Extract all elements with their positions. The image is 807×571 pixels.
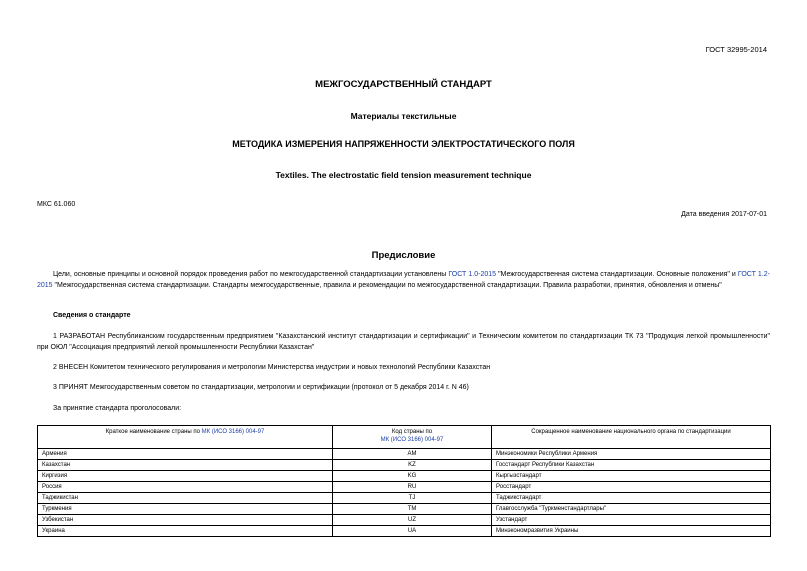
voting-countries-table (37, 425, 771, 537)
country-cell: Таджикистан (38, 493, 333, 504)
material-heading: Материалы текстильные (350, 111, 457, 121)
mks-code: МКС 61.060 (37, 201, 76, 208)
country-cell: Армения (38, 449, 333, 460)
code-cell: KZ (333, 460, 492, 471)
body-cell: Госстандарт Республики Казахстан (492, 460, 771, 471)
body-cell: Минэкономики Республики Армения (492, 449, 771, 460)
document-title-en: Textiles. The electrostatic field tension measurement technique (275, 170, 532, 180)
table-row (38, 493, 771, 504)
body-cell: Узстандарт (492, 515, 771, 526)
standard-type-heading: МЕЖГОСУДАРСТВЕННЫЙ СТАНДАРТ (315, 79, 492, 90)
code-cell: AM (333, 449, 492, 460)
table-row (38, 449, 771, 460)
mk-iso-3166-code-link[interactable]: МК (ИСО 3166) 004-97 (380, 437, 444, 443)
country-cell: Казахстан (38, 460, 333, 471)
body-cell: Росстандарт (492, 482, 771, 493)
column-header-country (38, 426, 333, 449)
preface-p1-text-a: Цели, основные принципы и основной порядок проведения работ по межгосударственной стандартизации установлены (53, 271, 449, 278)
column-header-code (333, 426, 492, 449)
code-cell: UZ (333, 515, 492, 526)
country-cell: Украина (38, 526, 333, 537)
preface-paragraph-developed (37, 332, 770, 353)
preface-paragraph-submitted: 2 ВНЕСЕН Комитетом технического регулирования и метрологии Министерства индустрии и новых технологий Республики Казахстан (53, 364, 491, 371)
table-header-row (38, 426, 771, 449)
table-row (38, 504, 771, 515)
country-cell: Россия (38, 482, 333, 493)
column-header-country-text: Краткое наименование страны по (105, 429, 202, 435)
country-cell: Киргизия (38, 471, 333, 482)
code-cell: KG (333, 471, 492, 482)
code-cell: RU (333, 482, 492, 493)
gost-1-2-link[interactable]: ГОСТ 1.2-2015 (37, 271, 770, 289)
preface-paragraph-adopted: 3 ПРИНЯТ Межгосударственным советом по стандартизации, метрологии и сертификации (протокол от 5 декабря 2014 г. N 46) (53, 384, 469, 391)
code-cell: TJ (333, 493, 492, 504)
body-cell: Кыргызстандарт (492, 471, 771, 482)
body-cell: Главгосслужба "Туркменстандартлары" (492, 504, 771, 515)
document-title-ru: МЕТОДИКА ИЗМЕРЕНИЯ НАПРЯЖЕННОСТИ ЭЛЕКТРОСТАТИЧЕСКОГО ПОЛЯ (232, 139, 575, 149)
document-code: ГОСТ 32995-2014 (705, 45, 767, 54)
preface-paragraph-1 (37, 270, 770, 291)
table-row (38, 460, 771, 471)
body-cell: Таджикстандарт (492, 493, 771, 504)
country-cell: Туркмения (38, 504, 333, 515)
code-cell: UA (333, 526, 492, 537)
table-row (38, 482, 771, 493)
standard-info-subheading: Сведения о стандарте (53, 312, 131, 319)
table-row (38, 526, 771, 537)
table-row (38, 471, 771, 482)
intro-date: Дата введения 2017-07-01 (681, 211, 767, 218)
preface-p1-text-c: "Межгосударственная система стандартизации. Стандарты межгосударственные, правила и рекомендации по межгосударственной стандартизации. Правила разработки, принятия, обновления и отмены" (52, 281, 722, 289)
preface-heading: Предисловие (371, 250, 436, 261)
code-cell: TM (333, 504, 492, 515)
country-cell: Узбекистан (38, 515, 333, 526)
preface-paragraph-voted: За принятие стандарта проголосовали: (53, 405, 182, 412)
gost-1-0-link[interactable]: ГОСТ 1.0-2015 (448, 271, 497, 278)
body-cell: Минэкономразвития Украины (492, 526, 771, 537)
preface-p1-text-b: "Межгосударственная система стандартизации. Основные положения" и (496, 271, 738, 278)
mk-iso-3166-link[interactable]: МК (ИСО 3166) 004-97 (201, 429, 265, 435)
table-row (38, 515, 771, 526)
column-header-code-text: Код страны по (391, 429, 433, 435)
column-header-body: Сокращенное наименование национального органа по стандартизации (492, 426, 771, 449)
developed-text: 1 РАЗРАБОТАН Республиканским государственным предприятием "Казахстанский институт стандартизации и сертификации" и Техническим комитетом по стандартизации ТК 73 "Продукция легкой промышленности" при ОЮЛ "Ассоциация предприятий легкой промышленности Республики Казахстан" (37, 333, 770, 351)
